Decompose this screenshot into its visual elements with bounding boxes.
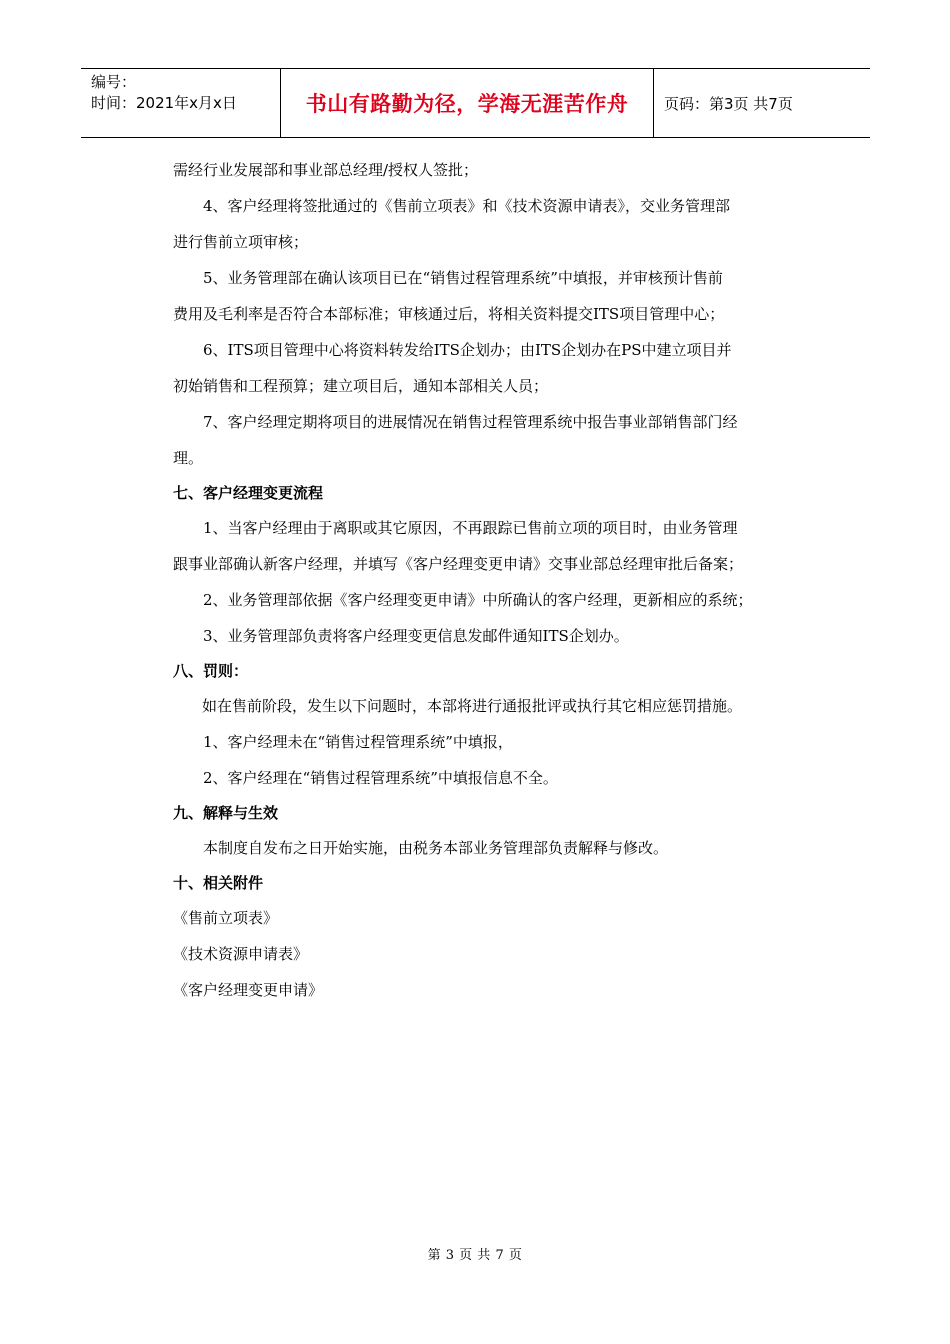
footer-page-number: 第 3 页 共 7 页	[427, 1248, 523, 1263]
section-9-line: 本制度自发布之日开始实施，由税务本部业务管理部负责解释与修改。	[203, 839, 669, 857]
section-7-line: 1、当客户经理由于离职或其它原因，不再跟踪已售前立项的项目时，由业务管理	[203, 519, 738, 537]
document-body	[173, 152, 813, 1008]
header-meta-cell	[81, 69, 281, 137]
document-number-label: 编号：	[91, 73, 137, 91]
section-7-line: 2、业务管理部依据《客户经理变更申请》中所确认的客户经理，更新相应的系统；	[203, 591, 753, 609]
section-8-line: 1、客户经理未在“销售过程管理系统”中填报，	[203, 733, 513, 751]
body-line: 理。	[173, 449, 204, 467]
page-footer	[0, 1244, 950, 1263]
body-line: 4、客户经理将签批通过的《售前立项表》和《技术资源申请表》，交业务管理部	[203, 197, 731, 215]
header-motto: 书山有路勤为径，学海无涯苦作舟	[305, 92, 629, 116]
attachment-item: 《客户经理变更申请》	[173, 981, 324, 999]
header-motto-cell	[281, 69, 654, 137]
section-8-line: 如在售前阶段，发生以下问题时，本部将进行通报批评或执行其它相应惩罚措施。	[202, 697, 743, 715]
section-heading-9: 九、解释与生效	[173, 804, 279, 822]
section-8-line: 2、客户经理在“销售过程管理系统”中填报信息不全。	[203, 769, 558, 787]
body-line: 初始销售和工程预算；建立项目后，通知本部相关人员；	[173, 377, 549, 395]
body-line: 费用及毛利率是否符合本部标准；审核通过后，将相关资料提交ITS项目管理中心；	[173, 305, 725, 323]
body-line: 需经行业发展部和事业部总经理/授权人签批；	[173, 161, 479, 179]
header-page-cell	[654, 69, 870, 137]
attachment-item: 《售前立项表》	[173, 909, 279, 927]
section-heading-8: 八、罚则：	[173, 662, 249, 680]
document-date-label: 时间：2021年x月x日	[91, 94, 237, 112]
header-page-number: 页码：第3页 共7页	[664, 94, 793, 113]
section-heading-10: 十、相关附件	[173, 874, 264, 892]
body-line: 5、业务管理部在确认该项目已在“销售过程管理系统”中填报，并审核预计售前	[203, 269, 723, 287]
section-7-line: 跟事业部确认新客户经理，并填写《客户经理变更申请》交事业部总经理审批后备案；	[173, 555, 744, 573]
section-7-line: 3、业务管理部负责将客户经理变更信息发邮件通知ITS企划办。	[203, 627, 629, 645]
body-line: 6、ITS项目管理中心将资料转发给ITS企划办；由ITS企划办在PS中建立项目并	[203, 341, 732, 359]
section-heading-7: 七、客户经理变更流程	[173, 484, 324, 502]
attachment-item: 《技术资源申请表》	[173, 945, 309, 963]
page-header-table	[81, 68, 870, 138]
body-line: 7、客户经理定期将项目的进展情况在销售过程管理系统中报告事业部销售部门经	[203, 413, 738, 431]
body-line: 进行售前立项审核；	[173, 233, 309, 251]
